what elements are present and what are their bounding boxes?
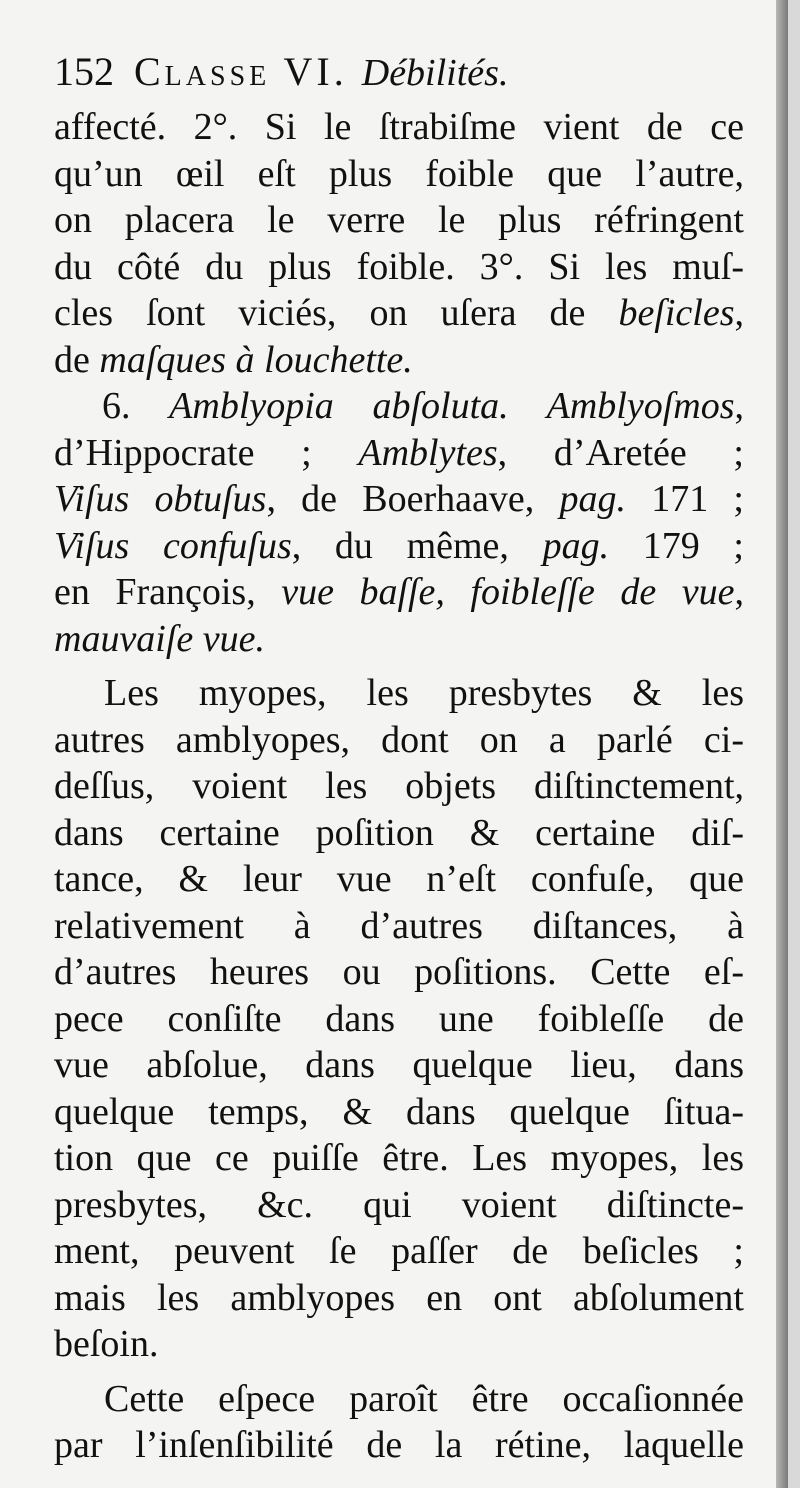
text-run: deſſus, voient les objets diſtinctement, [54,765,744,807]
text-run: tance, & leur vue n’eſt confuſe, que [54,858,744,900]
italic-text: vue baſſe, foibleſſe de vue [281,571,735,613]
text-run: , [734,571,744,613]
text-line [54,949,744,996]
text-run: autres amblyopes, dont on a parlé ci- [54,718,744,761]
text-run: ment, peuvent ſe paſſer de beſicles ; [54,1230,744,1272]
text-run: on placera le verre le plus réfringent [54,199,744,241]
text-line [54,1321,744,1368]
text-run: du côté du plus foible. 3°. Si les muſ- [54,245,744,288]
paragraph-cause [54,1376,744,1469]
text-run: par l’inſenſibilité de la rétine, laquelle [54,1424,744,1466]
text-run: d’autres heures ou poſitions. Cette eſ- [54,951,744,993]
text-run: en François, [54,571,282,613]
paragraph-myopes [54,670,744,1368]
text-run: affecté. 2°. Si le ſtrabiſme vient de ce [54,106,744,148]
italic-text: pag. [542,524,610,567]
text-line [54,1275,744,1322]
text-line [54,290,744,337]
paragraph-continuation [54,104,744,383]
italic-text: pag. [559,478,626,520]
text-run: Cette eſpece paroît être occaſionnée [104,1377,744,1420]
italic-text: beſicles [618,292,735,334]
text-run: vue abſolue, dans quelque lieu, dans [54,1044,744,1086]
text-line [54,151,744,198]
page-edge-shadow [776,0,788,1488]
text-line [54,476,744,523]
page-text [54,40,744,1469]
text-run: tion que ce puiſſe être. Les myopes, les [54,1137,744,1179]
text-line [54,569,744,616]
text-line [54,1376,744,1423]
text-run: , d’Aretée ; [497,431,744,474]
text-run: de [54,338,100,381]
text-line [54,523,744,570]
text-line [54,1135,744,1182]
text-run: beſoin. [54,1323,159,1365]
text-run: dans certaine poſition & certaine diſ- [54,811,744,854]
text-run: cles ſont viciés, on uſera de [54,292,619,334]
italic-text: Viſus obtuſus [54,478,267,520]
italic-text: Viſus confuſus [54,524,292,567]
italic-text: Amblyopia abſoluta. Amblyoſmos [169,385,735,427]
page-number: 152 [54,49,114,94]
text-run: , du même, [291,524,543,567]
text-line [54,244,744,291]
text-line [54,763,744,810]
italic-text: maſques à louchette. [99,338,413,381]
paragraph-amblyopia-entry [54,383,744,662]
text-line [54,1422,744,1469]
text-line [54,104,744,151]
text-run: , [734,292,744,334]
text-run: 179 ; [609,524,744,567]
class-label: Classe VI. [134,49,348,94]
text-run: relativement à d’autres diſtances, à [54,904,744,947]
text-line [54,670,744,717]
text-line [54,1228,744,1275]
text-line [54,616,744,663]
text-line [54,430,744,477]
text-run: pece conſiſte dans une foibleſſe de [54,997,744,1040]
italic-text: Amblytes [358,431,498,474]
text-run: d’Hippocrate ; [54,431,359,474]
text-run: , [734,385,744,427]
italic-text: mauvaiſe vue. [54,617,266,660]
text-line [54,856,744,903]
text-run: , de Boerhaave, [266,478,560,520]
text-line [54,1182,744,1229]
text-line [54,810,744,857]
text-run: quelque temps, & dans quelque ſitua- [54,1090,744,1133]
text-line [54,1042,744,1089]
text-run: qu’un œil eſt plus foible que l’autre, [54,152,744,195]
paragraph-gap [54,1368,744,1376]
section-title: Débilités. [361,52,509,94]
text-run: Les myopes, les presbytes & les [104,672,744,714]
text-line [54,1089,744,1136]
text-run: mais les amblyopes en ont abſolument [54,1276,744,1319]
text-line [54,383,744,430]
text-line [54,903,744,950]
text-run: presbytes, &c. qui voient diſtincte- [54,1183,744,1226]
text-line [54,996,744,1043]
text-line [54,197,744,244]
text-run: 6. [102,385,170,427]
paragraph-gap [54,662,744,670]
text-run: 171 ; [625,478,744,520]
running-header [54,40,744,104]
text-line [54,717,744,764]
text-line [54,337,744,384]
